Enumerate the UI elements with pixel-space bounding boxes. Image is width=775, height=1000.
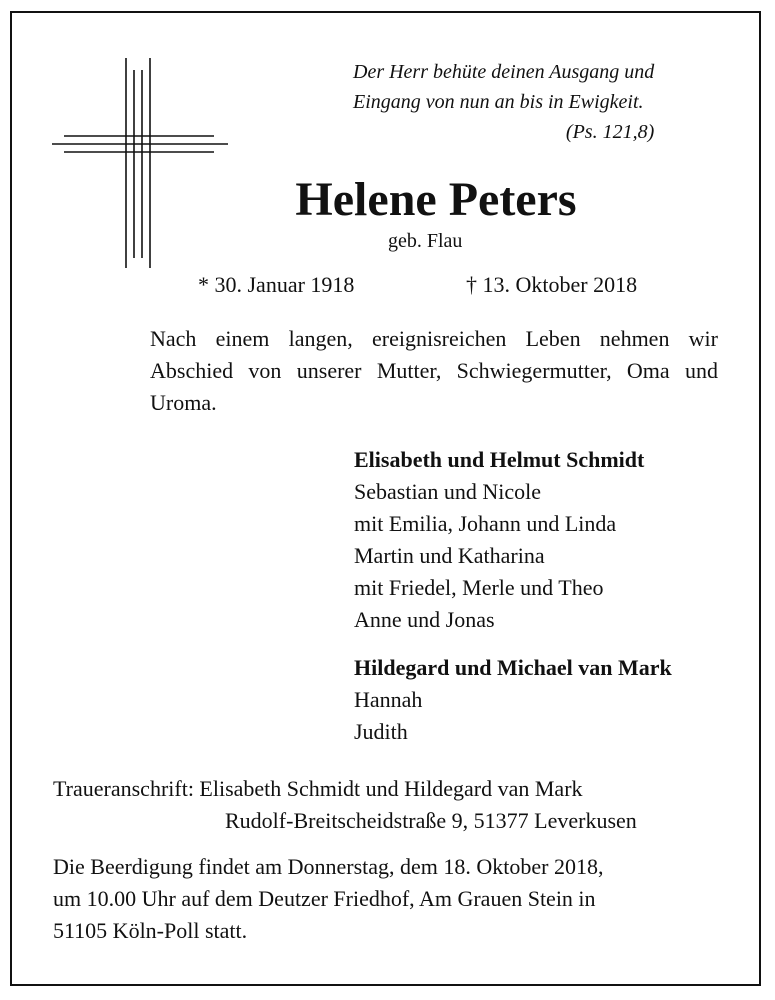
family-member: mit Friedel, Merle und Theo xyxy=(354,575,604,600)
birth-date: * 30. Januar 1918 xyxy=(198,272,355,297)
deceased-name: Helene Peters xyxy=(295,173,577,226)
verse-line-1: Der Herr behüte deinen Ausgang und xyxy=(353,61,655,83)
family-member: Martin und Katharina xyxy=(354,543,545,568)
family-member: Judith xyxy=(354,719,408,744)
bible-verse xyxy=(353,57,654,147)
maiden-name: geb. Flau xyxy=(388,230,463,252)
family-member: Anne und Jonas xyxy=(354,607,495,632)
mourning-address-line-2: Rudolf-Breitscheidstraße 9, 51377 Leverkusen xyxy=(225,808,637,833)
verse-line-2: Eingang von nun an bis in Ewigkeit. xyxy=(353,91,644,113)
family-member: Sebastian und Nicole xyxy=(354,479,541,504)
mourning-address-line-1: Traueranschrift: Elisabeth Schmidt und Hildegard van Mark xyxy=(53,776,583,801)
family-head: Hildegard und Michael van Mark xyxy=(354,655,672,680)
funeral-notice xyxy=(53,851,713,947)
family-head: Elisabeth und Helmut Schmidt xyxy=(354,447,645,472)
funeral-line-2: um 10.00 Uhr auf dem Deutzer Friedhof, Am Grauen Stein in xyxy=(53,886,596,911)
family-member: Hannah xyxy=(354,687,423,712)
family-group-2 xyxy=(354,652,672,748)
funeral-line-1: Die Beerdigung findet am Donnerstag, dem 18. Oktober 2018, xyxy=(53,854,604,879)
family-group-1 xyxy=(354,444,644,636)
cross-icon xyxy=(52,58,228,268)
verse-reference: (Ps. 121,8) xyxy=(565,121,655,143)
family-member: mit Emilia, Johann und Linda xyxy=(354,511,617,536)
funeral-line-3: 51105 Köln-Poll statt. xyxy=(53,918,248,943)
intro-text: Nach einem langen, ereignisreichen Leben nehmen wir Abschied von unserer Mutter, Schwiegermutter, Oma und Uroma. xyxy=(150,326,718,415)
death-date: † 13. Oktober 2018 xyxy=(466,272,638,297)
